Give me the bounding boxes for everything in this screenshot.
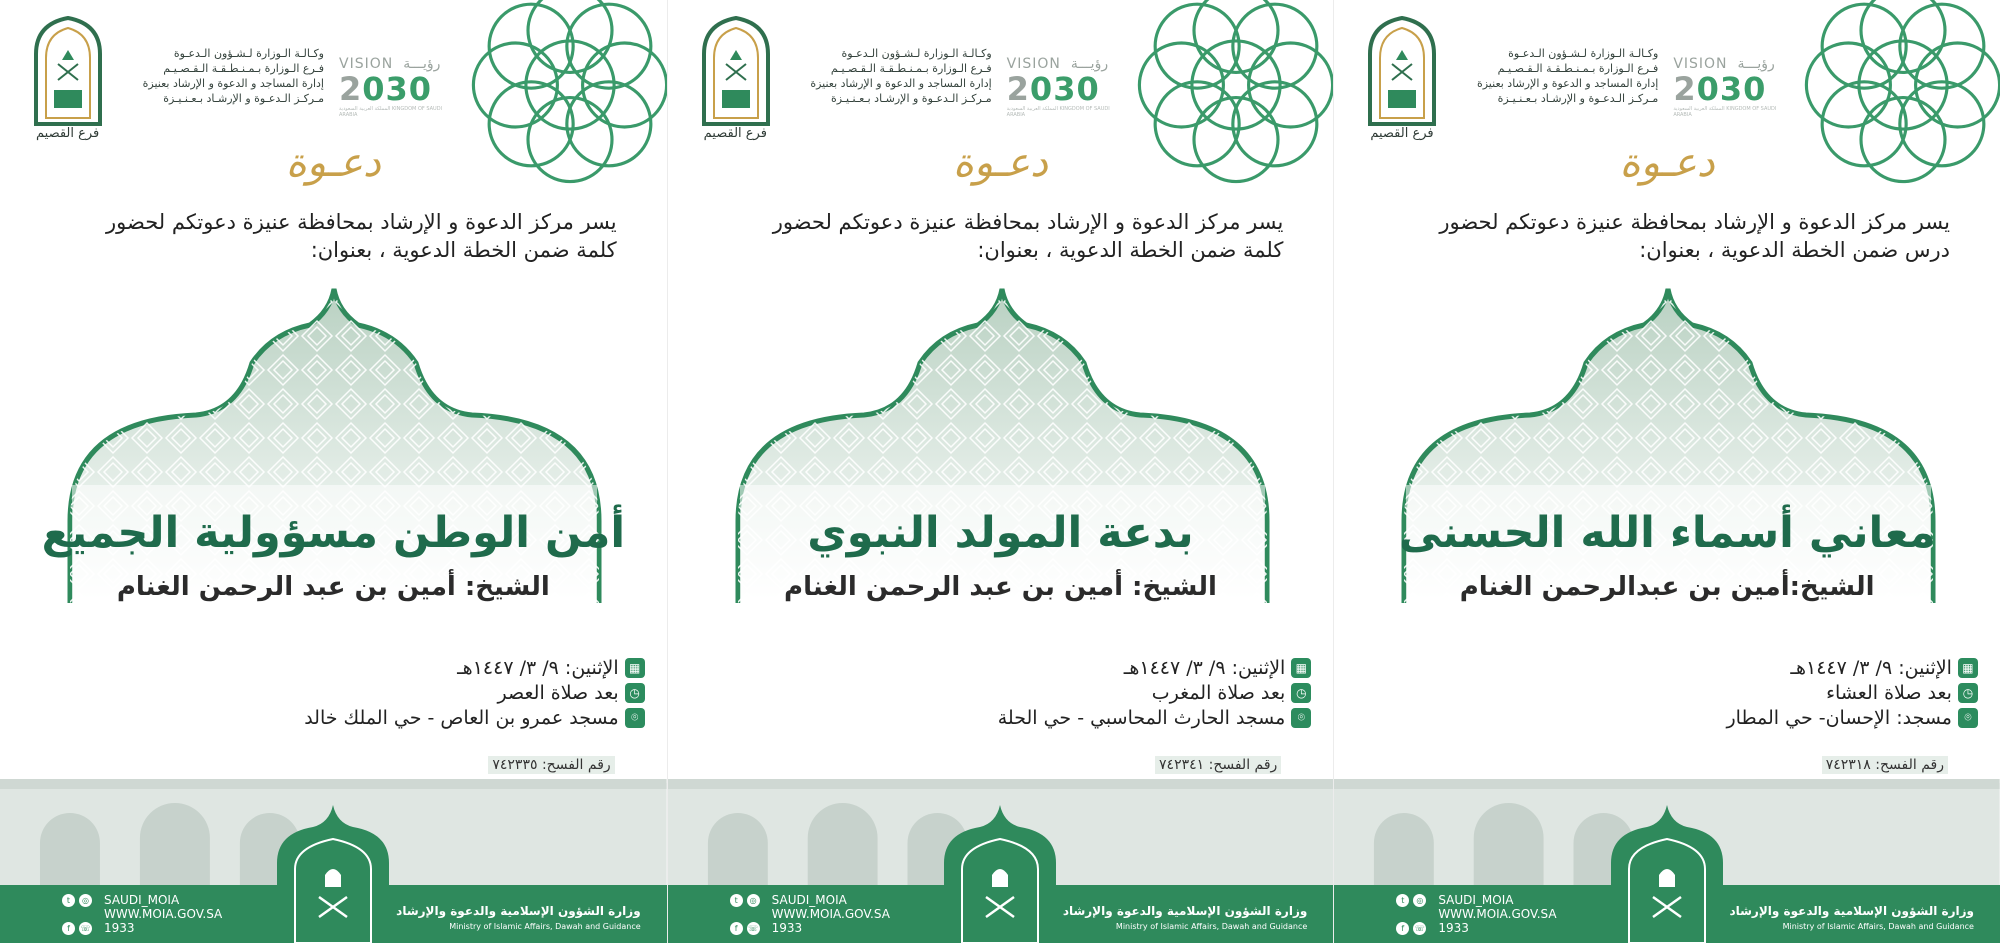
vision-number-a: 2 [339,70,363,108]
ministry-name-en: Ministry of Islamic Affairs, Dawah and Guidance [449,922,641,931]
date-text: الإثنين: ٩/ ٣/ ١٤٤٧هـ [1123,656,1286,679]
org-lines [1448,46,1658,106]
vision-2030-logo [1006,56,1117,118]
ministry-name-en: Ministry of Islamic Affairs, Dawah and Guidance [1782,922,1974,931]
poster-card-2 [667,0,1334,943]
vision-en: VISION [1673,56,1728,72]
vision-sub: المملكة العربية السعودية KINGDOM OF SAUDI ARABIA [1673,106,1777,118]
phone-icon[interactable]: ☏ [80,923,91,933]
vision-number-a: 2 [1673,70,1697,108]
twitter-icon[interactable]: t [62,894,75,907]
speaker-name: الشيخ:أمين بن عبدالرحمن الغنام [1459,572,1875,602]
social-links [62,893,222,935]
lecture-title: معاني أسماء الله الحسنى [1398,508,1936,558]
phone-number[interactable]: 1933 [771,921,803,935]
invitation-text: يسر مركز الدعوة و الإرشاد بمحافظة عنيزة دعوتكم لحضور كلمة ضمن الخطة الدعوية ، بعنوان: [772,210,1284,262]
instagram-icon[interactable]: ◎ [79,894,92,907]
date-row [998,655,1312,680]
vision-sub: المملكة العربية السعودية KINGDOM OF SAUDI ARABIA [1006,106,1110,118]
permit-number: رقم الفسح: ٧٤٢٣١٨ [1822,756,1948,774]
event-details [304,655,644,730]
ministry-name [1063,904,1308,931]
phone-number[interactable]: 1933 [1438,921,1469,935]
vision-en: VISION [1006,56,1061,72]
ministry-emblem-icon [696,14,776,126]
instagram-icon[interactable]: ◎ [1413,894,1426,907]
social-handle[interactable]: SAUDI_MOIA [104,893,180,907]
branch-label: فرع القصيم [36,126,100,141]
website-link[interactable]: WWW.MOIA.GOV.SA [104,907,223,921]
permit-number: رقم الفسح: ٧٤٢٣٣٥ [488,756,614,774]
social-links [1396,893,1556,935]
header [692,10,1134,140]
calendar-icon: ▦ [1958,658,1978,678]
ministry-name-ar: وزارة الشؤون الإسلامية والدعوة والإرشاد [396,904,641,918]
vision-number-a: 2 [1006,70,1030,108]
ministry-name-en: Ministry of Islamic Affairs, Dawah and Guidance [1115,922,1308,931]
date-text: الإثنين: ٩/ ٣/ ١٤٤٧هـ [457,656,619,679]
invitation-text: يسر مركز الدعوة و الإرشاد بمحافظة عنيزة دعوتكم لحضور درس ضمن الخطة الدعوية ، بعنوان: [1439,210,1950,262]
social-handle[interactable]: SAUDI_MOIA [1438,893,1514,907]
speaker-name: الشيخ: أمين بن عبد الرحمن الغنام [116,572,550,602]
vision-number-b: 030 [362,70,433,108]
time-row [1726,680,1977,705]
invitation-text: يسر مركز الدعوة و الإرشاد بمحافظة عنيزة دعوتكم لحضور كلمة ضمن الخطة الدعوية ، بعنوان: [106,210,617,262]
header [24,10,467,140]
footer-emblem-arch [1607,803,1727,943]
org-line: إدارة المساجد و الدعوة و الإرشاد بعنيزة [1476,77,1659,90]
permit-number: رقم الفسح: ٧٤٢٣٤١ [1155,756,1281,774]
ministry-name [396,904,641,931]
poster-card-1 [0,0,667,943]
vision-ar: رؤيـــة [403,56,441,72]
instagram-icon[interactable]: ◎ [747,894,760,907]
social-links [730,893,890,935]
location-pin-icon: ⌾ [1958,708,1978,728]
lecture-title: أمن الوطن مسؤولية الجميع [41,508,626,558]
calendar-icon: ▦ [1291,658,1311,678]
vision-ar: رؤيـــة [1070,56,1109,72]
dawah-calligraphy: دعـوة [285,140,381,186]
date-text: الإثنين: ٩/ ٣/ ١٤٤٧هـ [1790,656,1952,679]
social-handle[interactable]: SAUDI_MOIA [771,893,847,907]
lecture-title: بدعة المولد النبوي [807,508,1194,558]
org-line: وكـالـة الـوزارة لـشـؤون الـدعـوة [173,47,324,60]
dawah-calligraphy: دعـوة [1619,140,1715,186]
org-line: إدارة المساجد و الدعوة و الإرشاد بعنيزة [142,77,324,90]
event-details [1726,655,1977,730]
footer-emblem-arch [940,803,1060,943]
org-lines [782,46,992,106]
clock-icon: ◷ [1958,683,1978,703]
org-line: فـرع الـوزارة بـمـنـطـقـة الـقـصـيـم [830,62,992,75]
ministry-emblem-icon [1362,14,1442,126]
org-lines [114,46,324,106]
website-link[interactable]: WWW.MOIA.GOV.SA [1438,907,1557,921]
event-details [998,655,1312,730]
facebook-icon[interactable]: f [1396,922,1409,935]
location-row [304,705,644,730]
org-line: فـرع الـوزارة بـمـنـطـقـة الـقـصـيـم [1497,62,1659,75]
dawah-calligraphy: دعـوة [952,140,1048,186]
org-line: مـركـز الـدعـوة و الإرشـاد بـعـنـيـزة [1497,92,1659,105]
time-row [998,680,1312,705]
time-text: بعد صلاة العصر [497,681,619,704]
facebook-icon[interactable]: f [730,922,743,935]
phone-icon[interactable]: ☏ [748,923,759,933]
vision-ar: رؤيـــة [1737,56,1775,72]
location-text: مسجد الحارث المحاسبي - حي الحلة [997,706,1286,729]
org-line: وكـالـة الـوزارة لـشـؤون الـدعـوة [1508,47,1659,60]
vision-sub: المملكة العربية السعودية KINGDOM OF SAUDI ARABIA [339,106,443,118]
vision-number-b: 030 [1029,70,1100,108]
branch-label: فرع القصيم [1370,126,1434,141]
org-line: مـركـز الـدعـوة و الإرشـاد بـعـنـيـزة [163,92,324,105]
org-line: فـرع الـوزارة بـمـنـطـقـة الـقـصـيـم [163,62,324,75]
location-row [998,705,1312,730]
ministry-emblem-icon [28,14,108,126]
org-line: مـركـز الـدعـوة و الإرشـاد بـعـنـيـزة [830,92,992,105]
branch-label: فرع القصيم [703,126,767,141]
speaker-name: الشيخ: أمين بن عبد الرحمن الغنام [784,572,1217,602]
org-line: وكـالـة الـوزارة لـشـؤون الـدعـوة [841,47,992,60]
twitter-icon[interactable]: t [1396,894,1409,907]
vision-number-b: 030 [1696,70,1767,108]
poster-card-3 [1333,0,2000,943]
location-text: مسجد: الإحسان- حي المطار [1726,706,1952,729]
time-text: بعد صلاة العشاء [1826,681,1952,704]
clock-icon: ◷ [1291,683,1311,703]
phone-number[interactable]: 1933 [104,921,135,935]
clock-icon: ◷ [625,683,645,703]
ministry-name [1729,904,1974,931]
org-line: إدارة المساجد و الدعوة و الإرشاد بعنيزة [810,77,992,90]
date-row [1726,655,1977,680]
date-row [304,655,644,680]
location-row [1726,705,1977,730]
location-pin-icon: ⌾ [1291,708,1311,728]
ministry-name-ar: وزارة الشؤون الإسلامية والدعوة والإرشاد [1062,904,1308,918]
facebook-icon[interactable]: f [62,922,75,935]
footer-emblem-arch [273,803,393,943]
time-row [304,680,644,705]
twitter-icon[interactable]: t [730,894,743,907]
location-pin-icon: ⌾ [625,708,645,728]
location-text: مسجد عمرو بن العاص - حي الملك خالد [304,706,619,729]
calendar-icon: ▦ [625,658,645,678]
header [1358,10,1800,140]
website-link[interactable]: WWW.MOIA.GOV.SA [771,907,890,921]
time-text: بعد صلاة المغرب [1151,681,1286,704]
vision-2030-logo [1673,56,1783,118]
ministry-name-ar: وزارة الشؤون الإسلامية والدعوة والإرشاد [1729,904,1974,918]
vision-en: VISION [339,56,394,72]
phone-icon[interactable]: ☏ [1414,923,1425,933]
vision-2030-logo [339,56,449,118]
